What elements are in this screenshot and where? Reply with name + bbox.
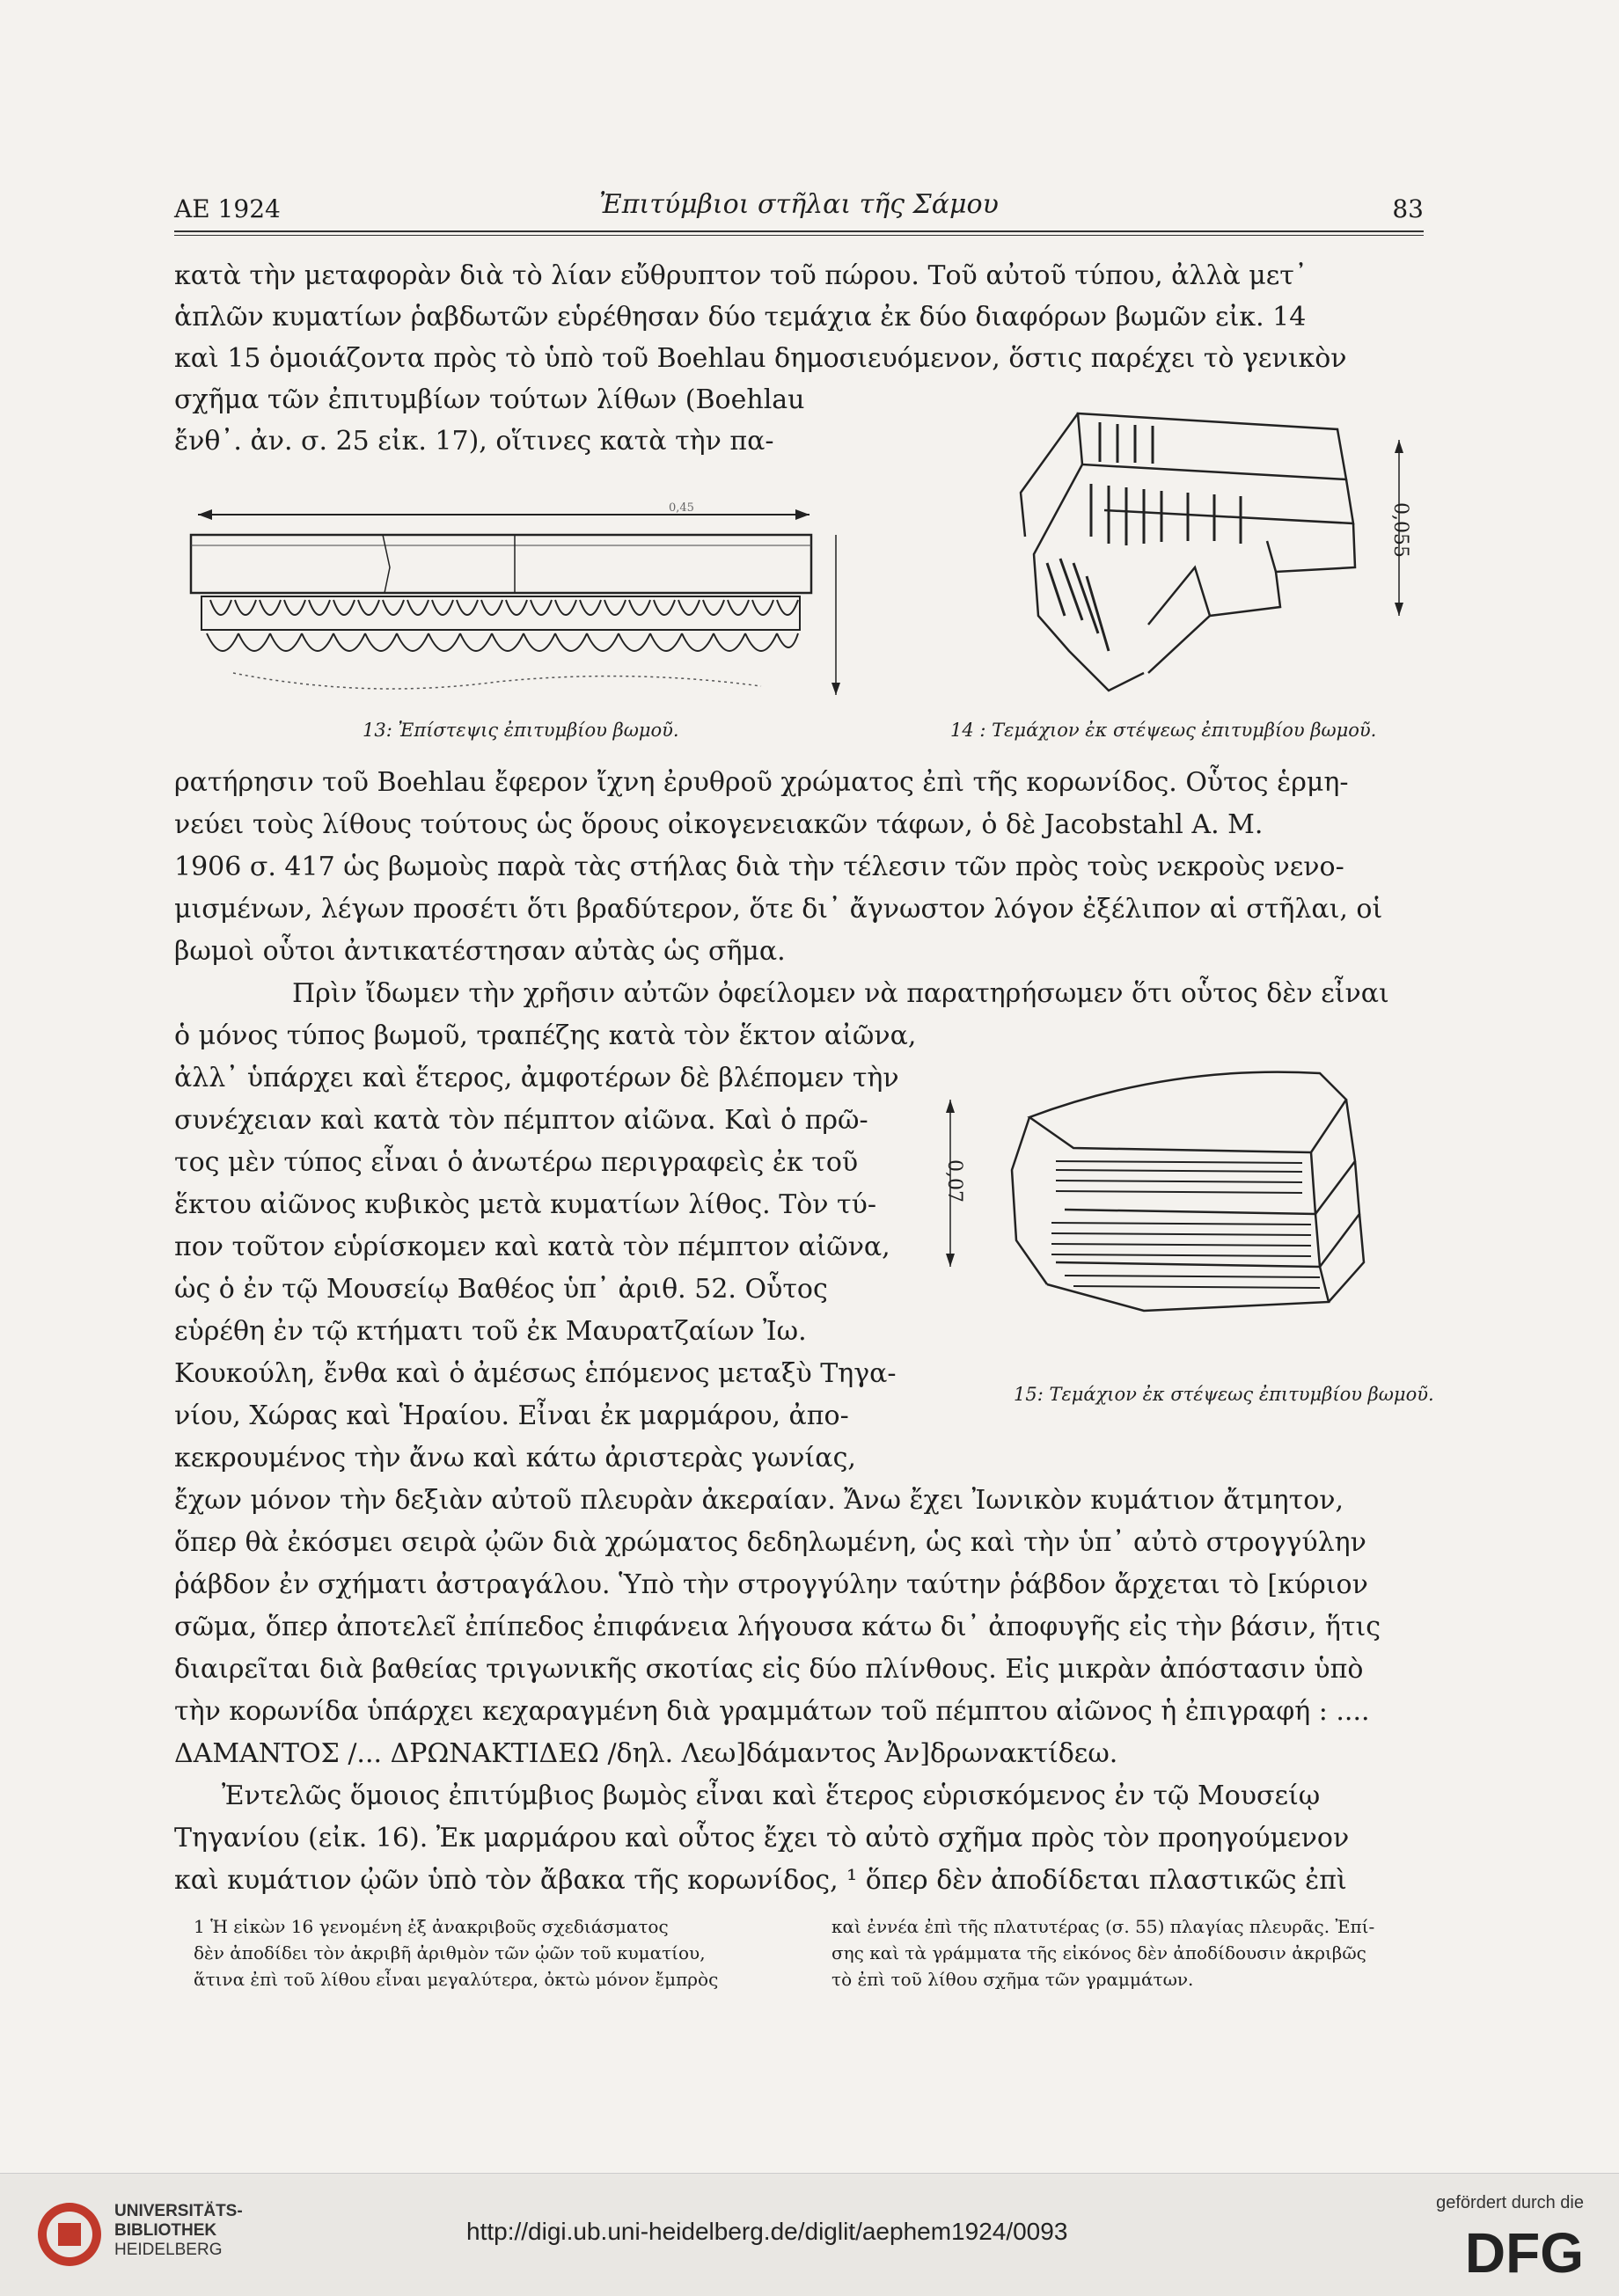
footnote-line: τὸ ἐπὶ τοῦ λίθου σχῆμα τῶν γραμμάτων.: [831, 1969, 1194, 1990]
library-name: UNIVERSITÄTS- BIBLIOTHEK HEIDELBERG: [114, 2202, 243, 2259]
text-line: νεύει τοὺς λίθους τούτους ὡς ὅρους οἰκογενειακῶν τάφων, ὁ δὲ Jacobstahl Α. Μ.: [174, 809, 1264, 840]
text-line: ἔνθ᾽. ἀν. σ. 25 εἰκ. 17), οἵτινες κατὰ τὴν πα-: [174, 426, 774, 457]
journal-year: ΑΕ 1924: [174, 194, 281, 223]
text-line: διαιρεῖται διὰ βαθείας τριγωνικῆς σκοτίας εἰς δύο πλίνθους. Εἰς μικρὰν ἀπόστασιν ὑπὸ: [174, 1654, 1364, 1685]
permalink-url[interactable]: http://digi.ub.uni-heidelberg.de/diglit/aephem1924/0093: [466, 2218, 1068, 2245]
text-line: τὴν κορωνίδα ὑπάρχει κεχαραγμένη διὰ γραμμάτων τοῦ πέμπτου αἰῶνος ἡ ἐπιγραφή : ....: [174, 1696, 1370, 1727]
text-line: νίου, Χώρας καὶ Ἡραίου. Εἶναι ἐκ μαρμάρου, ἀπο-: [174, 1400, 849, 1431]
footnote-line: δὲν ἀποδίδει τὸν ἀκριβῆ ἀριθμὸν τῶν ᾠῶν τοῦ κυματίου,: [194, 1942, 706, 1963]
fig14-dimension: 0,055: [1388, 502, 1411, 558]
text-line: ἕκτου αἰῶνος κυβικὸς μετὰ κυματίων λίθος. Τὸν τύ-: [174, 1189, 877, 1220]
text-line: Τηγανίου (εἰκ. 16). Ἐκ μαρμάρου καὶ οὗτος ἔχει τὸ αὐτὸ σχῆμα πρὸς τὸν προηγούμενον: [174, 1823, 1350, 1854]
text-line: σχῆμα τῶν ἐπιτυμβίων τούτων λίθων (Boehlau: [174, 384, 805, 415]
running-title: Ἐπιτύμβιοι στῆλαι τῆς Σάμου: [599, 189, 999, 220]
figure-13: [180, 493, 867, 721]
figure-15-drawing: [924, 1038, 1425, 1372]
text-line: Κουκούλη, ἔνθα καὶ ὁ ἀμέσως ἑπόμενος μεταξὺ Τηγα-: [174, 1358, 897, 1389]
text-line: μισμένων, λέγων προσέτι ὅτι βραδύτερον, ὅτε δι᾽ ἄγνωστον λόγον ἐξέλιπον αἱ στῆλαι, οἱ: [174, 894, 1383, 925]
header-rule: [174, 230, 1424, 232]
footnote-line: ἅτινα ἐπὶ τοῦ λίθου εἶναι μεγαλύτερα, ὀκτὼ μόνον ἔμπρὸς: [194, 1969, 719, 1990]
footnote-line: καὶ ἐννέα ἐπὶ τῆς πλατυτέρας (σ. 55) πλαγίας πλευρᾶς. Ἐπί-: [831, 1916, 1375, 1937]
fig15-dimension: 0,07: [942, 1159, 965, 1203]
page-number: 83: [1392, 194, 1424, 223]
text-line: τος μὲν τύπος εἶναι ὁ ἀνωτέρω περιγραφεὶς ἐκ τοῦ: [174, 1147, 859, 1178]
header-rule-thin: [174, 235, 1424, 236]
text-line: συνέχειαν καὶ κατὰ τὸν πέμπτον αἰῶνα. Καὶ ὁ πρῶ-: [174, 1105, 868, 1136]
text-line: ὡς ὁ ἐν τῷ Μουσείῳ Βαθέος ὑπ᾽ ἀριθ. 52. Οὗτος: [174, 1274, 828, 1305]
text-line: βωμοὶ οὗτοι ἀντικατέστησαν αὐτὰς ὡς σῆμα.: [174, 936, 786, 967]
figure-13-caption: 13: Ἐπίστεψις ἐπιτυμβίου βωμοῦ.: [363, 720, 679, 741]
dfg-logo: [1443, 2219, 1584, 2281]
fig13-dimension: 0,45: [669, 501, 694, 515]
figure-13-drawing: [180, 493, 867, 721]
text-line: πον τοῦτον εὑρίσκομεν καὶ κατὰ τὸν πέμπτον αἰῶνα,: [174, 1232, 890, 1262]
text-line: καὶ κυμάτιον ᾠῶν ὑπὸ τὸν ἄβακα τῆς κορωνίδος, ¹ ὅπερ δὲν ἀποδίδεται πλαστικῶς ἐπὶ: [174, 1865, 1347, 1896]
figure-14-caption: 14 : Τεμάχιον ἐκ στέψεως ἐπιτυμβίου βωμοῦ.: [950, 720, 1377, 741]
footnote-line: 1 Ἡ εἰκὼν 16 γενομένη ἐξ ἀνακριβοῦς σχεδιάσματος: [194, 1916, 669, 1937]
figure-14: [985, 387, 1425, 704]
figure-14-drawing: [985, 387, 1425, 704]
viewer-footer: [0, 2173, 1619, 2296]
text-line: 1906 σ. 417 ὡς βωμοὺς παρὰ τὰς στήλας διὰ τὴν τέλεσιν τῶν πρὸς τοὺς νεκροὺς νενο-: [174, 852, 1344, 882]
figure-15-caption: 15: Τεμάχιον ἐκ στέψεως ἐπιτυμβίου βωμοῦ.: [1014, 1384, 1434, 1405]
footnote-line: σης καὶ τὰ γράμματα τῆς εἰκόνος δὲν ἀποδίδουσιν ἀκριβῶς: [831, 1942, 1366, 1963]
text-line: σῶμα, ὅπερ ἀποτελεῖ ἐπίπεδος ἐπιφάνεια λήγουσα κάτω δι᾽ ἀποφυγῆς εἰς τὴν βάσιν, ἥτις: [174, 1612, 1381, 1642]
text-line: καὶ 15 ὁμοιάζοντα πρὸς τὸ ὑπὸ τοῦ Boehlau δημοσιευόμενον, ὅστις παρέχει τὸ γενικὸν: [174, 343, 1347, 374]
text-line: κατὰ τὴν μεταφορὰν διὰ τὸ λίαν εὔθρυπτον τοῦ πώρου. Τοῦ αὐτοῦ τύπου, ἀλλὰ μετ᾽: [174, 260, 1308, 291]
sponsor-text: gefördert durch die: [1436, 2193, 1584, 2212]
text-line: ὅπερ θὰ ἐκόσμει σειρὰ ᾠῶν διὰ χρώματος δεδηλωμένη, ὡς καὶ τὴν ὑπ᾽ αὐτὸ στρογγύλην: [174, 1527, 1366, 1558]
svg-text:DFG: DFG: [1464, 2221, 1584, 2281]
text-line: κεκρουμένος τὴν ἄνω καὶ κάτω ἀριστερὰς γωνίας,: [174, 1443, 856, 1473]
figure-15: [924, 1038, 1425, 1372]
running-header: [174, 189, 1424, 228]
inscription-line: ΔΑΜΑΝΤΟΣ /... ΔΡΩΝΑΚΤΙΔΕΩ /δηλ. Λεω]δάμαντος Ἀν]δρωνακτίδεω.: [174, 1738, 1118, 1769]
text-line: ἔχων μόνον τὴν δεξιὰν αὐτοῦ πλευρὰν ἀκεραίαν. Ἄνω ἔχει Ἰωνικὸν κυμάτιον ἄτμητον,: [174, 1485, 1344, 1516]
university-seal-icon: [35, 2200, 104, 2269]
text-line: ἁπλῶν κυματίων ῥαβδωτῶν εὑρέθησαν δύο τεμάχια ἐκ δύο διαφόρων βωμῶν εἰκ. 14: [174, 302, 1307, 333]
text-line: Πρὶν ἴδωμεν τὴν χρῆσιν αὐτῶν ὀφείλομεν νὰ παρατηρήσωμεν ὅτι οὗτος δὲν εἶναι: [292, 978, 1389, 1009]
text-line: εὑρέθη ἐν τῷ κτήματι τοῦ ἐκ Μαυρατζαίων Ἰω.: [174, 1316, 807, 1347]
text-line: ρατήρησιν τοῦ Boehlau ἔφερον ἴχνη ἐρυθροῦ χρώματος ἐπὶ τῆς κορωνίδος. Οὗτος ἑρμη-: [174, 767, 1349, 798]
text-line: ὁ μόνος τύπος βωμοῦ, τραπέζης κατὰ τὸν ἕκτον αἰῶνα,: [174, 1020, 917, 1051]
text-line: ῥάβδον ἐν σχήματι ἀστραγάλου. Ὑπὸ τὴν στρογγύλην ταύτην ῥάβδον ἄρχεται τὸ [κύριον: [174, 1569, 1368, 1600]
text-line: Ἐντελῶς ὅμοιος ἐπιτύμβιος βωμὸς εἶναι καὶ ἕτερος εὑρισκόμενος ἐν τῷ Μουσείῳ: [222, 1780, 1321, 1811]
text-line: ἀλλ᾽ ὑπάρχει καὶ ἕτερος, ἀμφοτέρων δὲ βλέπομεν τὴν: [174, 1063, 899, 1093]
